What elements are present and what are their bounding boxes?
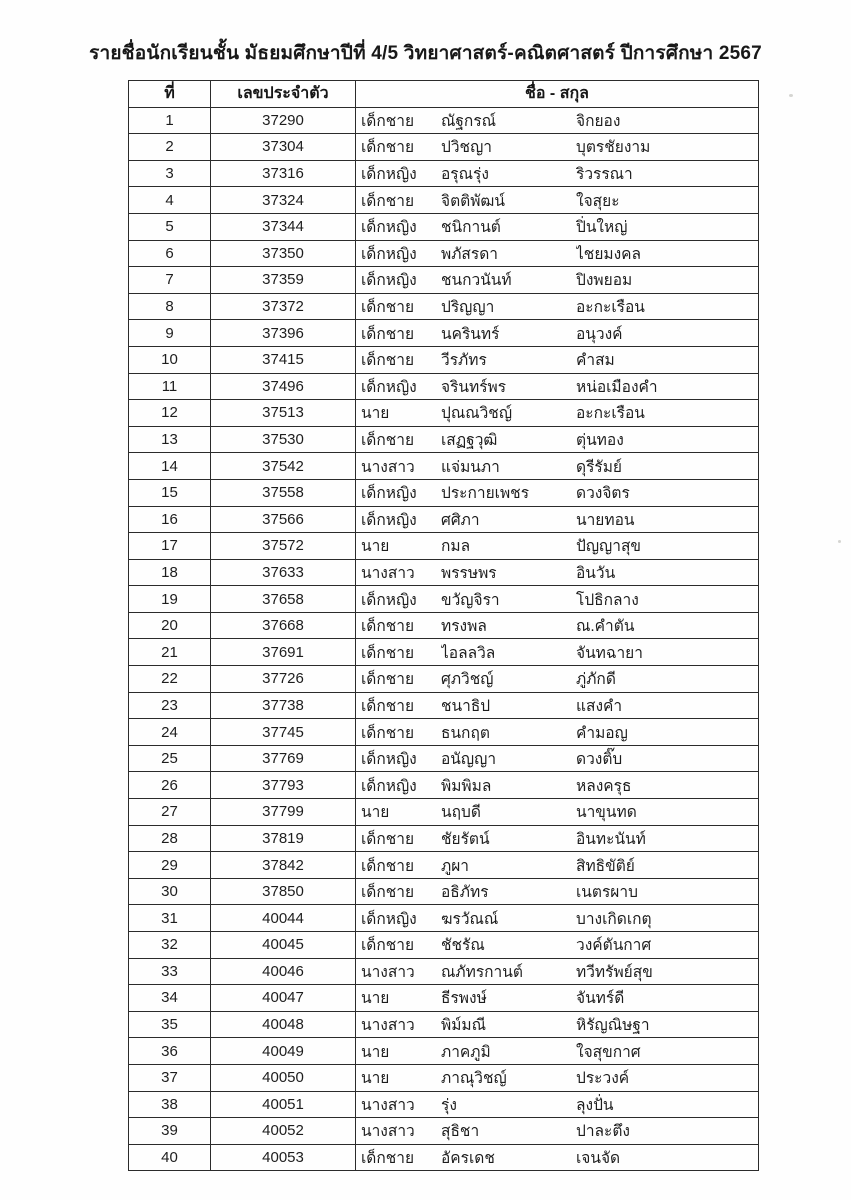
student-name-cell — [356, 985, 759, 1012]
student-id: 37542 — [211, 453, 356, 480]
first-name: รุ่ง — [441, 1096, 457, 1114]
last-name: ดวงจิตร — [576, 485, 630, 503]
student-id: 37359 — [211, 267, 356, 294]
last-name: ปิงพยอม — [576, 272, 633, 290]
student-name-cell — [356, 187, 759, 214]
last-name: ประวงค์ — [576, 1070, 630, 1088]
last-name: ไชยมงคล — [576, 245, 642, 263]
student-id: 40044 — [211, 905, 356, 932]
name-prefix: เด็กชาย — [361, 857, 415, 875]
row-number: 6 — [129, 240, 211, 267]
last-name: จันทร์ดี — [576, 990, 625, 1008]
last-name: ใจสุยะ — [576, 192, 620, 210]
first-name: แจ่มนภา — [441, 458, 500, 476]
student-name-cell — [356, 240, 759, 267]
last-name: คำมอญ — [576, 724, 628, 742]
row-number: 29 — [129, 852, 211, 879]
name-prefix: นางสาว — [361, 1096, 415, 1114]
row-number: 16 — [129, 506, 211, 533]
student-name-cell — [356, 1064, 759, 1091]
student-name-cell — [356, 719, 759, 746]
first-name: ชนกวนันท์ — [441, 272, 512, 290]
name-prefix: นางสาว — [361, 458, 415, 476]
student-id: 37396 — [211, 320, 356, 347]
first-name: จิตติพัฒน์ — [441, 192, 506, 210]
first-name: พรรษพร — [441, 564, 497, 582]
last-name: ภู่ภักดี — [576, 671, 616, 689]
first-name: ฆรวัณณ์ — [441, 910, 499, 928]
student-id: 37799 — [211, 799, 356, 826]
name-prefix: นางสาว — [361, 1017, 415, 1035]
student-name-cell — [356, 852, 759, 879]
name-prefix: เด็กหญิง — [361, 910, 417, 928]
name-prefix: นางสาว — [361, 564, 415, 582]
row-number: 31 — [129, 905, 211, 932]
name-prefix: นาย — [361, 1043, 390, 1061]
student-name-cell — [356, 586, 759, 613]
table-row — [129, 1144, 759, 1171]
table-row — [129, 905, 759, 932]
table-row — [129, 825, 759, 852]
student-roster-table — [128, 80, 759, 1171]
last-name: อินทะนันท์ — [576, 830, 646, 848]
first-name: ชนิกานต์ — [441, 219, 501, 237]
table-row — [129, 107, 759, 134]
student-id: 37324 — [211, 187, 356, 214]
table-row — [129, 958, 759, 985]
document-title: รายชื่อนักเรียนชั้น มัธยมศึกษาปีที่ 4/5 วิทยาศาสตร์-คณิตศาสตร์ ปีการศึกษา 2567 — [89, 43, 762, 64]
table-row — [129, 240, 759, 267]
last-name: เจนจัด — [576, 1150, 621, 1168]
first-name: อธิภัทร — [441, 884, 489, 902]
student-name-cell — [356, 1091, 759, 1118]
name-prefix: เด็กชาย — [361, 325, 415, 343]
student-name-cell — [356, 825, 759, 852]
row-number: 26 — [129, 772, 211, 799]
scan-artifact-dot — [789, 94, 793, 97]
row-number: 33 — [129, 958, 211, 985]
student-name-cell — [356, 479, 759, 506]
name-prefix: เด็กชาย — [361, 884, 415, 902]
last-name: อนุวงค์ — [576, 325, 623, 343]
table-row — [129, 666, 759, 693]
student-name-cell — [356, 107, 759, 134]
student-name-cell — [356, 533, 759, 560]
first-name: อรุณรุ่ง — [441, 166, 489, 184]
row-number: 38 — [129, 1091, 211, 1118]
table-row — [129, 932, 759, 959]
table-row — [129, 426, 759, 453]
student-id: 40052 — [211, 1118, 356, 1145]
name-prefix: นาย — [361, 804, 390, 822]
first-name: สุธิชา — [441, 1123, 480, 1141]
student-id: 37530 — [211, 426, 356, 453]
last-name: ดวงติ๊บ — [576, 751, 623, 769]
name-prefix: เด็กชาย — [361, 724, 415, 742]
student-id: 37769 — [211, 745, 356, 772]
name-prefix: เด็กชาย — [361, 139, 415, 157]
student-id: 40051 — [211, 1091, 356, 1118]
last-name: ดุรีรัมย์ — [576, 458, 623, 476]
column-header-student-id: เลขประจำตัว — [211, 81, 356, 108]
first-name: เสฏฐวุฒิ — [441, 432, 498, 450]
name-prefix: เด็กชาย — [361, 830, 415, 848]
table-row — [129, 400, 759, 427]
row-number: 24 — [129, 719, 211, 746]
first-name: ทรงพล — [441, 618, 487, 636]
name-prefix: เด็กหญิง — [361, 511, 417, 529]
first-name: นฤบดี — [441, 804, 481, 822]
row-number: 5 — [129, 213, 211, 240]
student-name-cell — [356, 878, 759, 905]
table-row — [129, 799, 759, 826]
student-id: 40049 — [211, 1038, 356, 1065]
last-name: แสงคำ — [576, 697, 623, 715]
student-name-cell — [356, 639, 759, 666]
student-id: 37558 — [211, 479, 356, 506]
last-name: โปธิกลาง — [576, 591, 639, 609]
row-number: 2 — [129, 134, 211, 161]
student-id: 40046 — [211, 958, 356, 985]
student-name-cell — [356, 1011, 759, 1038]
first-name: อัครเดช — [441, 1150, 495, 1168]
student-name-cell — [356, 692, 759, 719]
student-name-cell — [356, 612, 759, 639]
name-prefix: นาย — [361, 1070, 390, 1088]
name-prefix: เด็กชาย — [361, 644, 415, 662]
first-name: นครินทร์ — [441, 325, 500, 343]
last-name: ทวีทรัพย์สุข — [576, 963, 653, 981]
row-number: 3 — [129, 160, 211, 187]
student-name-cell — [356, 772, 759, 799]
table-row — [129, 134, 759, 161]
table-row — [129, 320, 759, 347]
student-name-cell — [356, 267, 759, 294]
last-name: คำสม — [576, 352, 615, 370]
scan-artifact-dot — [838, 540, 841, 543]
first-name: ณัฐกรณ์ — [441, 112, 497, 130]
name-prefix: เด็กหญิง — [361, 591, 417, 609]
table-row — [129, 187, 759, 214]
row-number: 9 — [129, 320, 211, 347]
student-id: 40048 — [211, 1011, 356, 1038]
row-number: 36 — [129, 1038, 211, 1065]
student-name-cell — [356, 1038, 759, 1065]
table-row — [129, 692, 759, 719]
row-number: 21 — [129, 639, 211, 666]
name-prefix: เด็กชาย — [361, 299, 415, 317]
row-number: 7 — [129, 267, 211, 294]
row-number: 35 — [129, 1011, 211, 1038]
student-id: 37350 — [211, 240, 356, 267]
first-name: ปวิชญา — [441, 139, 492, 157]
name-prefix: เด็กชาย — [361, 937, 415, 955]
first-name: ปริญญา — [441, 299, 495, 317]
row-number: 14 — [129, 453, 211, 480]
table-row — [129, 1038, 759, 1065]
name-prefix: เด็กหญิง — [361, 245, 417, 263]
table-row — [129, 772, 759, 799]
first-name: พิมพิมล — [441, 777, 492, 795]
first-name: ภูผา — [441, 857, 470, 875]
student-id: 37304 — [211, 134, 356, 161]
student-id: 37738 — [211, 692, 356, 719]
row-number: 27 — [129, 799, 211, 826]
last-name: อะกะเรือน — [576, 299, 645, 317]
name-prefix: นาย — [361, 538, 390, 556]
table-row — [129, 1011, 759, 1038]
student-name-cell — [356, 932, 759, 959]
last-name: จันทฉายา — [576, 644, 643, 662]
table-row — [129, 453, 759, 480]
first-name: ศุภวิชญ์ — [441, 671, 494, 689]
table-row — [129, 745, 759, 772]
first-name: กมล — [441, 538, 471, 556]
student-name-cell — [356, 1144, 759, 1171]
student-name-cell — [356, 373, 759, 400]
last-name: บางเกิดเกตุ — [576, 910, 652, 928]
row-number: 39 — [129, 1118, 211, 1145]
last-name: บุตรชัยงาม — [576, 139, 651, 157]
student-name-cell — [356, 799, 759, 826]
table-row — [129, 1118, 759, 1145]
first-name: จรินทร์พร — [441, 378, 507, 396]
last-name: นายทอน — [576, 511, 635, 529]
student-id: 37726 — [211, 666, 356, 693]
row-number: 37 — [129, 1064, 211, 1091]
last-name: ใจสุขกาศ — [576, 1043, 641, 1061]
table-row — [129, 639, 759, 666]
student-name-cell — [356, 745, 759, 772]
student-name-cell — [356, 160, 759, 187]
student-id: 37842 — [211, 852, 356, 879]
row-number: 19 — [129, 586, 211, 613]
table-row — [129, 373, 759, 400]
student-name-cell — [356, 905, 759, 932]
row-number: 28 — [129, 825, 211, 852]
name-prefix: เด็กชาย — [361, 1150, 415, 1168]
student-id: 37496 — [211, 373, 356, 400]
student-name-cell — [356, 134, 759, 161]
student-name-cell — [356, 666, 759, 693]
last-name: ณ.คำตัน — [576, 618, 635, 636]
first-name: ธนกฤต — [441, 724, 490, 742]
column-header-number: ที่ — [129, 81, 211, 108]
table-row — [129, 479, 759, 506]
name-prefix: เด็กหญิง — [361, 378, 417, 396]
last-name: สิทธิขัติย์ — [576, 857, 635, 875]
name-prefix: เด็กหญิง — [361, 751, 417, 769]
student-id: 37372 — [211, 293, 356, 320]
student-name-cell — [356, 506, 759, 533]
row-number: 32 — [129, 932, 211, 959]
table-row — [129, 346, 759, 373]
row-number: 4 — [129, 187, 211, 214]
name-prefix: เด็กหญิง — [361, 272, 417, 290]
table-row — [129, 1091, 759, 1118]
last-name: ตุ่นทอง — [576, 432, 624, 450]
first-name: ไอลลวิล — [441, 644, 496, 662]
last-name: ปาละตึง — [576, 1123, 631, 1141]
row-number: 30 — [129, 878, 211, 905]
table-row — [129, 852, 759, 879]
student-id: 37513 — [211, 400, 356, 427]
row-number: 1 — [129, 107, 211, 134]
student-id: 40047 — [211, 985, 356, 1012]
first-name: ปุณณวิชญ์ — [441, 405, 513, 423]
first-name: ชนาธิป — [441, 697, 491, 715]
student-id: 37819 — [211, 825, 356, 852]
student-id: 37658 — [211, 586, 356, 613]
student-name-cell — [356, 1118, 759, 1145]
student-id: 37572 — [211, 533, 356, 560]
last-name: หิรัญณิษฐา — [576, 1017, 650, 1035]
name-prefix: เด็กหญิง — [361, 166, 417, 184]
last-name: ปัญญาสุข — [576, 538, 642, 556]
student-id: 37566 — [211, 506, 356, 533]
student-id: 37793 — [211, 772, 356, 799]
name-prefix: นางสาว — [361, 1123, 415, 1141]
last-name: ลุงปั่น — [576, 1096, 614, 1114]
name-prefix: เด็กชาย — [361, 112, 415, 130]
table-header-row — [129, 81, 759, 108]
last-name: หน่อเมืองคำ — [576, 378, 658, 396]
row-number: 15 — [129, 479, 211, 506]
student-id: 37316 — [211, 160, 356, 187]
name-prefix: เด็กชาย — [361, 352, 415, 370]
row-number: 12 — [129, 400, 211, 427]
table-row — [129, 533, 759, 560]
name-prefix: เด็กชาย — [361, 671, 415, 689]
table-row — [129, 559, 759, 586]
last-name: นาขุนทด — [576, 804, 637, 822]
row-number: 22 — [129, 666, 211, 693]
last-name: ปิ่นใหญ่ — [576, 219, 628, 237]
first-name: พภัสรดา — [441, 245, 498, 263]
first-name: อนัญญา — [441, 751, 497, 769]
student-id: 37415 — [211, 346, 356, 373]
row-number: 13 — [129, 426, 211, 453]
table-row — [129, 586, 759, 613]
table-row — [129, 719, 759, 746]
student-name-cell — [356, 426, 759, 453]
last-name: หลงครุธ — [576, 777, 632, 795]
first-name: ภาคภูมิ — [441, 1043, 491, 1061]
table-row — [129, 293, 759, 320]
last-name: เนตรผาบ — [576, 884, 638, 902]
student-id: 37691 — [211, 639, 356, 666]
student-id: 37668 — [211, 612, 356, 639]
row-number: 11 — [129, 373, 211, 400]
name-prefix: เด็กชาย — [361, 432, 415, 450]
row-number: 17 — [129, 533, 211, 560]
student-name-cell — [356, 346, 759, 373]
student-name-cell — [356, 453, 759, 480]
row-number: 23 — [129, 692, 211, 719]
first-name: ณภัทรกานต์ — [441, 963, 523, 981]
row-number: 10 — [129, 346, 211, 373]
table-row — [129, 160, 759, 187]
name-prefix: เด็กชาย — [361, 192, 415, 210]
student-id: 37850 — [211, 878, 356, 905]
name-prefix: เด็กหญิง — [361, 777, 417, 795]
student-id: 40045 — [211, 932, 356, 959]
row-number: 18 — [129, 559, 211, 586]
row-number: 8 — [129, 293, 211, 320]
table-row — [129, 213, 759, 240]
first-name: วีรภัทร — [441, 352, 487, 370]
student-name-cell — [356, 320, 759, 347]
last-name: วงค์ตันกาศ — [576, 937, 652, 955]
student-name-cell — [356, 559, 759, 586]
first-name: พิม์มณี — [441, 1017, 487, 1035]
student-id: 37290 — [211, 107, 356, 134]
last-name: อินวัน — [576, 564, 616, 582]
table-row — [129, 985, 759, 1012]
student-id: 37344 — [211, 213, 356, 240]
column-header-name: ชื่อ - สกุล — [356, 81, 759, 108]
name-prefix: นาย — [361, 405, 390, 423]
row-number: 40 — [129, 1144, 211, 1171]
student-name-cell — [356, 400, 759, 427]
name-prefix: เด็กหญิง — [361, 485, 417, 503]
student-name-cell — [356, 958, 759, 985]
first-name: ธีรพงษ์ — [441, 990, 487, 1008]
last-name: ริวรรณา — [576, 166, 633, 184]
table-row — [129, 506, 759, 533]
table-row — [129, 1064, 759, 1091]
first-name: ชัยรัตน์ — [441, 830, 490, 848]
name-prefix: เด็กชาย — [361, 618, 415, 636]
row-number: 25 — [129, 745, 211, 772]
first-name: ภาณุวิชญ์ — [441, 1070, 507, 1088]
student-id: 37633 — [211, 559, 356, 586]
row-number: 20 — [129, 612, 211, 639]
first-name: ประกายเพชร — [441, 485, 530, 503]
last-name: จิกยอง — [576, 112, 621, 130]
table-row — [129, 612, 759, 639]
name-prefix: เด็กชาย — [361, 697, 415, 715]
student-name-cell — [356, 213, 759, 240]
student-id: 40053 — [211, 1144, 356, 1171]
first-name: ขวัญจิรา — [441, 591, 500, 609]
table-body — [129, 107, 759, 1171]
student-name-cell — [356, 293, 759, 320]
name-prefix: เด็กหญิง — [361, 219, 417, 237]
first-name: ศศิภา — [441, 511, 480, 529]
name-prefix: นางสาว — [361, 963, 415, 981]
table-row — [129, 878, 759, 905]
last-name: อะกะเรือน — [576, 405, 645, 423]
student-id: 37745 — [211, 719, 356, 746]
row-number: 34 — [129, 985, 211, 1012]
student-id: 40050 — [211, 1064, 356, 1091]
name-prefix: นาย — [361, 990, 390, 1008]
table-row — [129, 267, 759, 294]
first-name: ชัชรัณ — [441, 937, 485, 955]
